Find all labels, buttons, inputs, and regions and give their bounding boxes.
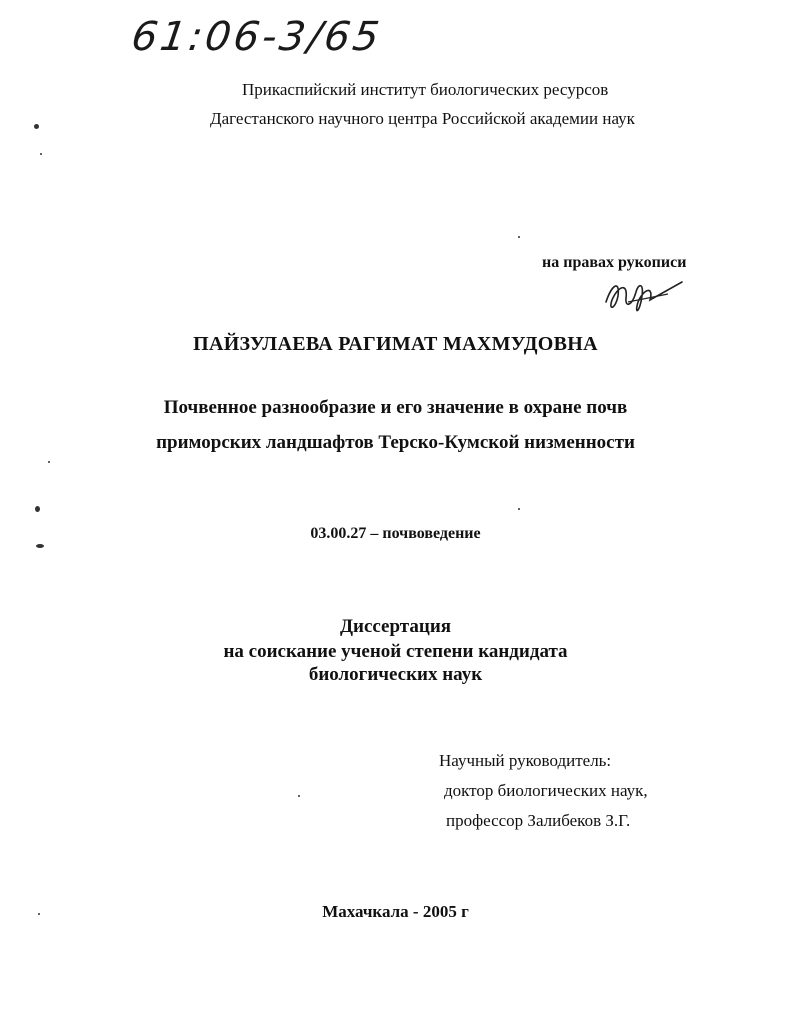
scan-speck: [38, 913, 40, 915]
specialty-code: 03.00.27 – почвоведение: [310, 525, 481, 542]
signature-icon: [598, 272, 688, 317]
manuscript-note: на правах рукописи: [542, 254, 687, 271]
thesis-field: биологических наук: [308, 664, 483, 685]
scan-speck: [35, 506, 40, 512]
thesis-degree: на соискание ученой степени кандидата: [223, 641, 568, 662]
scan-speck: [36, 544, 44, 548]
institution-line-1: Прикаспийский институт биологических ресурсов: [242, 80, 609, 99]
scan-speck: [518, 508, 520, 510]
thesis-type: Диссертация: [339, 616, 452, 637]
scan-speck: [34, 124, 39, 129]
place-and-year: Махачкала - 2005 г: [322, 902, 469, 921]
author-name: ПАЙЗУЛАЕВА РАГИМАТ МАХМУДОВНА: [193, 333, 598, 355]
scan-speck: [40, 153, 42, 155]
thesis-title-line-1: Почвенное разнообразие и его значение в охране почв: [163, 397, 628, 418]
supervisor-name: профессор Залибеков З.Г.: [446, 811, 631, 830]
supervisor-label: Научный руководитель:: [439, 751, 612, 770]
handwritten-archive-code: 61:06-3/65: [128, 14, 385, 60]
thesis-title-line-2: приморских ландшафтов Терско-Кумской низменности: [156, 432, 635, 453]
scan-speck: [298, 795, 300, 797]
scan-speck: [48, 461, 50, 463]
supervisor-degree: доктор биологических наук,: [444, 781, 648, 800]
institution-line-2: Дагестанского научного центра Российской академии наук: [210, 109, 635, 128]
scan-speck: [518, 236, 520, 238]
